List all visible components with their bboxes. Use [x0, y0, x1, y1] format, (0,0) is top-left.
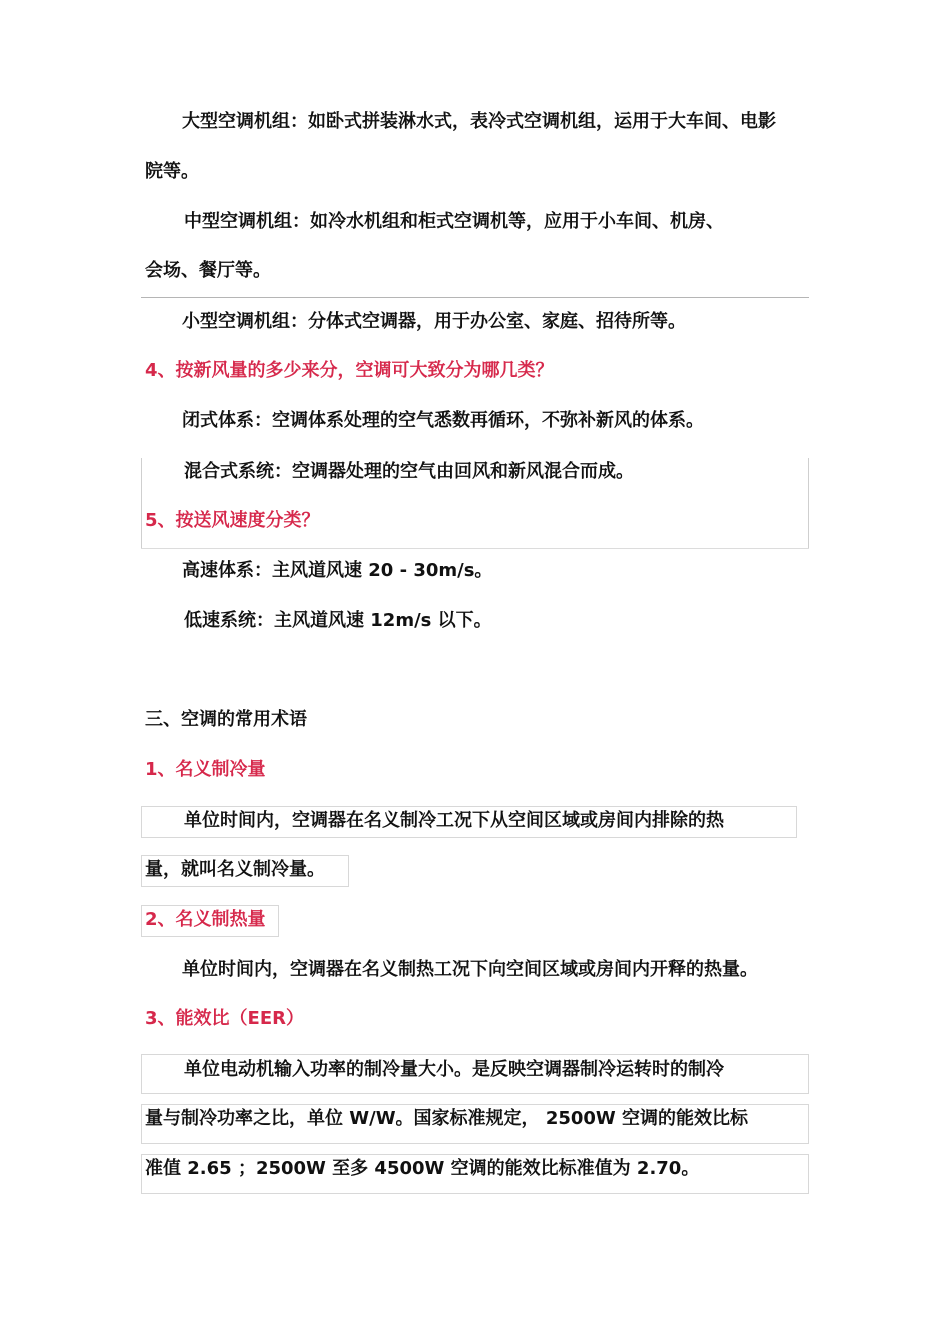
paragraph-medium-unit-cont: 会场、餐厅等。: [145, 260, 271, 281]
paragraph-small-unit: 小型空调机组：分体式空调器，用于办公室、家庭、招待所等。: [182, 311, 686, 332]
horizontal-rule: [141, 548, 809, 549]
paragraph-eer: 单位电动机输入功率的制冷量大小。是反映空调器制冷运转时的制冷: [184, 1059, 724, 1080]
paragraph-closed-system: 闭式体系：空调体系处理的空气悉数再循环，不弥补新风的体系。: [182, 410, 704, 431]
section-heading-terms: 三、空调的常用术语: [145, 709, 307, 730]
paragraph-mixed-system: 混合式系统：空调器处理的空气由回风和新风混合而成。: [184, 461, 634, 482]
heading-rated-cooling: 1、名义制冷量: [145, 759, 266, 780]
paragraph-eer-cont-2: 准值 2.65 ；2500W 至多 4500W 空调的能效比标准值为 2.70。: [145, 1158, 700, 1179]
paragraph-large-unit: 大型空调机组：如卧式拼装淋水式，表冷式空调机组，运用于大车间、电影: [182, 111, 776, 132]
heading-air-speed: 5、按送风速度分类？: [145, 510, 320, 531]
paragraph-large-unit-cont: 院等。: [145, 161, 199, 182]
heading-rated-heating: 2、名义制热量: [145, 909, 266, 930]
vertical-rule: [141, 458, 142, 548]
paragraph-eer-cont-1: 量与制冷功率之比，单位 W/W。国家标准规定， 2500W 空调的能效比标: [145, 1108, 749, 1129]
paragraph-rated-cooling: 单位时间内，空调器在名义制冷工况下从空间区域或房间内排除的热: [184, 810, 724, 831]
horizontal-rule: [141, 297, 809, 298]
heading-fresh-air: 4、按新风量的多少来分，空调可大致分为哪几类？: [145, 360, 554, 381]
paragraph-low-speed: 低速系统：主风道风速 12m/s 以下。: [184, 610, 492, 631]
paragraph-medium-unit: 中型空调机组：如冷水机组和柜式空调机等，应用于小车间、机房、: [184, 211, 724, 232]
vertical-rule: [808, 458, 809, 548]
paragraph-rated-cooling-cont: 量，就叫名义制冷量。: [145, 859, 325, 880]
heading-eer: 3、能效比（EER）: [145, 1008, 304, 1029]
paragraph-high-speed: 高速体系：主风道风速 20 - 30m/s。: [182, 560, 493, 581]
paragraph-rated-heating: 单位时间内，空调器在名义制热工况下向空间区域或房间内开释的热量。: [182, 959, 758, 980]
